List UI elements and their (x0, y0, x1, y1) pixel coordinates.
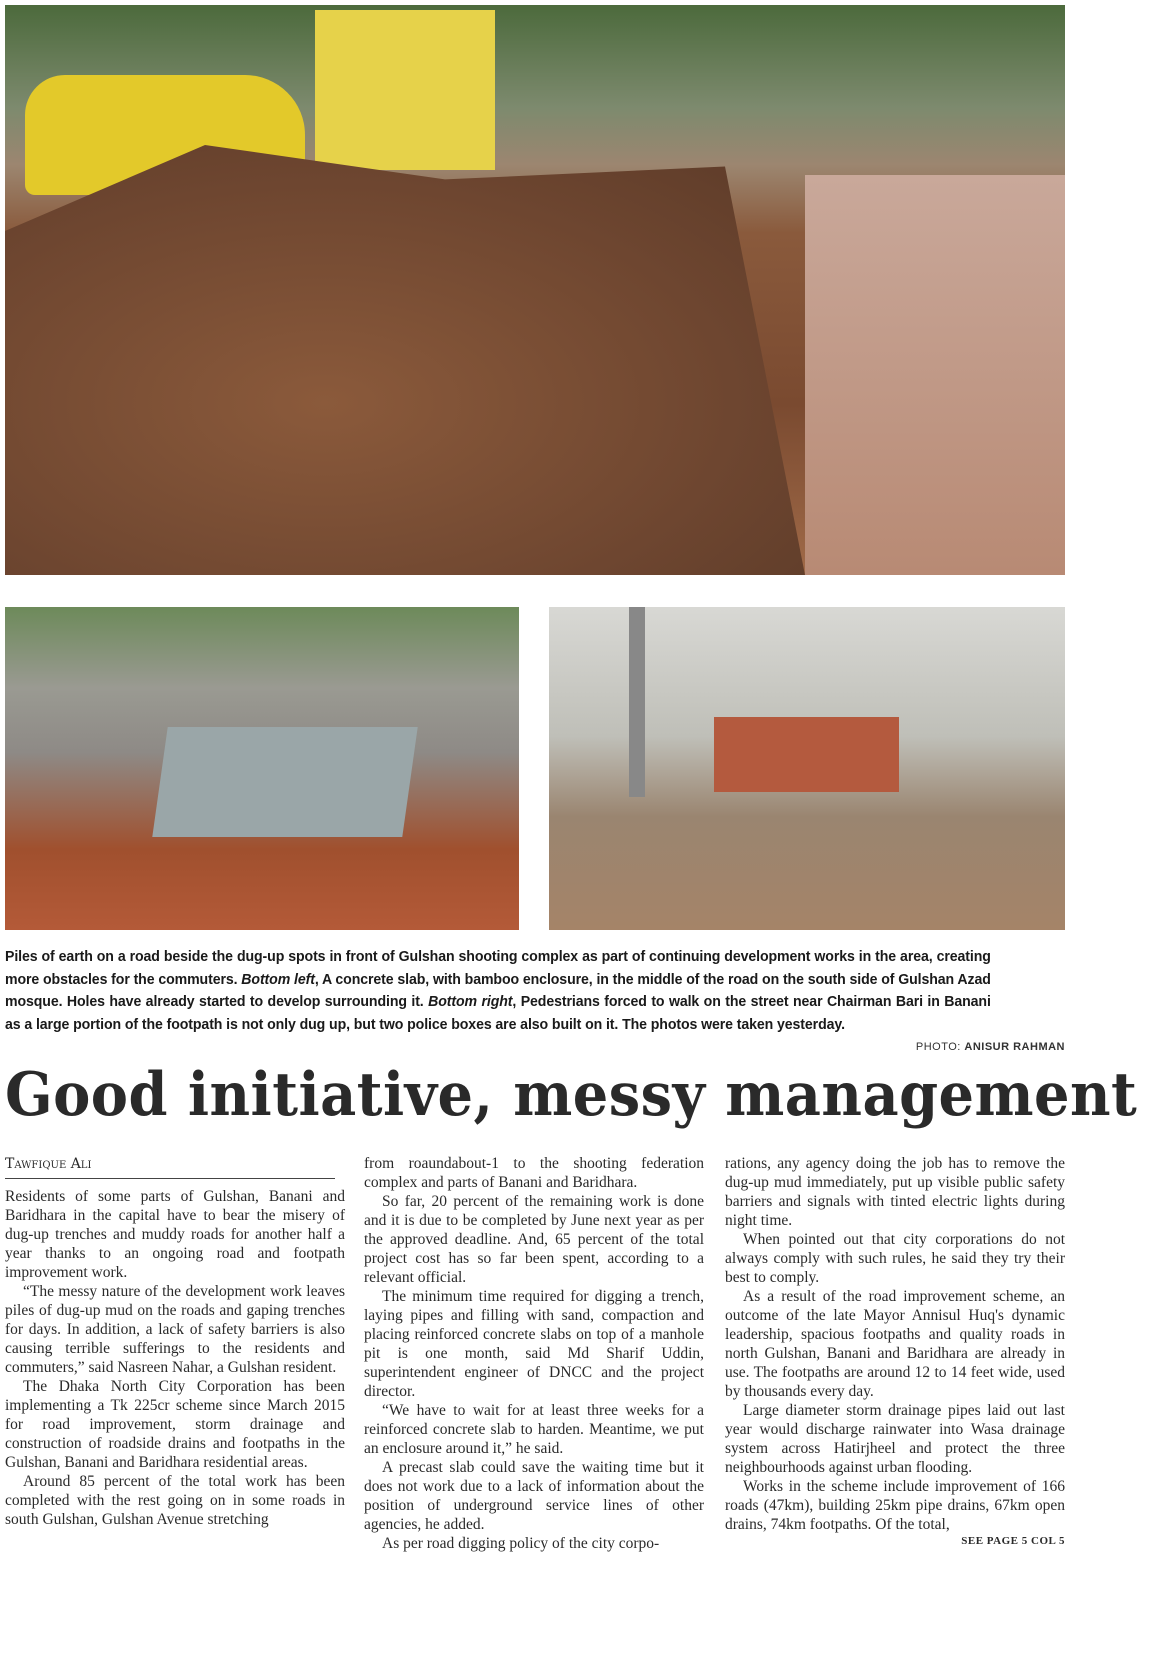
caption-text: , Pedestrians forced to walk on the street near Chairman Bari in Banani as a large portion of the footpath is not only dug up, but two police boxes are also built on it. The photos were taken yesterday. (5, 993, 991, 1033)
article-column-3 (725, 1154, 1065, 1534)
article-column-1 (5, 1187, 345, 1529)
article-paragraph: Works in the scheme include improvement of 166 roads (47km), building 25km pipe drains, 67km open drains, 74km footpaths. Of the total, (725, 1478, 1065, 1533)
article-paragraph: A precast slab could save the waiting time but it does not work due to a lack of information about the position of underground service lines of other agencies, he added. (364, 1459, 704, 1533)
article-paragraph: rations, any agency doing the job has to remove the dug-up mud immediately, put up visible public safety barriers and signals with tinted electric lights during night time. (725, 1155, 1065, 1229)
article-paragraph: Residents of some parts of Gulshan, Banani and Baridhara in the capital have to bear the misery of dug-up trenches and muddy roads for another half a year thanks to an ongoing road and footpath improvement work. (5, 1188, 345, 1281)
article-paragraph: from roaundabout-1 to the shooting federation complex and parts of Banani and Baridhara. (364, 1155, 704, 1191)
article-paragraph: So far, 20 percent of the remaining work is done and it is due to be completed by June next year as per the approved deadline. And, 65 percent of the total project cost has so far been spent, according to a relevant official. (364, 1193, 704, 1286)
photo-label: PHOTO: (915, 1041, 965, 1053)
article-paragraph: “The messy nature of the development work leaves piles of dug-up mud on the roads and gaping trenches for days. In addition, a lack of safety barriers is also causing terrible sufferings to the residents and commuters,” said Nasreen Nahar, a Gulshan resident. (5, 1283, 345, 1376)
article-paragraph: The Dhaka North City Corporation has been implementing a Tk 225cr scheme since March 2015 for road improvement, storm drainage and construction of roadside drains and footpaths in the Gulshan, Banani and Baridhara residential areas. (5, 1378, 345, 1471)
truck (315, 10, 495, 170)
article-paragraph: Around 85 percent of the total work has been completed with the rest going on in some roads in south Gulshan, Gulshan Avenue stretching (5, 1473, 345, 1528)
caption-text: Piles of earth on a road beside the dug-up spots in front of Gulshan shooting complex as part of continuing development works in the area, creating more obstacles for the commuters. (5, 948, 991, 988)
caption-bottom-right-label: Bottom right (428, 993, 513, 1011)
footpath (805, 175, 1065, 575)
continued-jump-line: SEE PAGE 5 COL 5 (961, 1535, 1065, 1547)
byline: Tawfique Ali (5, 1156, 335, 1179)
article-paragraph: Large diameter storm drainage pipes laid out last year would discharge rainwater into Wasa drainage system across Hatirjheel and protect the three neighbourhoods against urban flooding. (725, 1402, 1065, 1476)
article-paragraph: The minimum time required for digging a trench, laying pipes and filling with sand, compaction and placing reinforced concrete slabs on top of a manhole pit is one month, said Md Sharif Uddin, superintendent engineer of DNCC and the project director. (364, 1288, 704, 1400)
article-paragraph: When pointed out that city corporations do not always comply with such rules, he said they try their best to comply. (725, 1231, 1065, 1286)
top-photo-dug-up-road (5, 5, 1065, 575)
earth-pile (5, 145, 805, 575)
article-column-2 (364, 1154, 704, 1553)
photographer: ANISUR RAHMAN (964, 1041, 1065, 1053)
brick-police-box (714, 717, 899, 792)
article-paragraph: As per road digging policy of the city corpo- (382, 1535, 660, 1552)
bottom-left-photo-concrete-slab (5, 607, 519, 930)
photo-credit (916, 1041, 1065, 1053)
caption-text: , A concrete slab, with bamboo enclosure, in the middle of the road on the south side of Gulshan Azad mosque. Holes have already started to develop surrounding it. (5, 970, 991, 1011)
photo-caption (5, 946, 991, 1036)
pole (629, 607, 645, 797)
bottom-right-photo-police-boxes (549, 607, 1065, 930)
article-paragraph: As a result of the road improvement scheme, an outcome of the late Mayor Annisul Huq's dynamic leadership, spacious footpaths and quality roads in north Gulshan, Banani and Baridhara are already in use. The footpaths are around 12 to 14 feet wide, used by thousands every day. (725, 1288, 1065, 1400)
headline: Good initiative, messy management (5, 1060, 1138, 1130)
concrete-slab (152, 727, 417, 837)
caption-bottom-left-label: Bottom left (241, 970, 315, 988)
article-paragraph: “We have to wait for at least three weeks for a reinforced concrete slab to harden. Meantime, we put an enclosure around it,” he said. (364, 1402, 704, 1457)
